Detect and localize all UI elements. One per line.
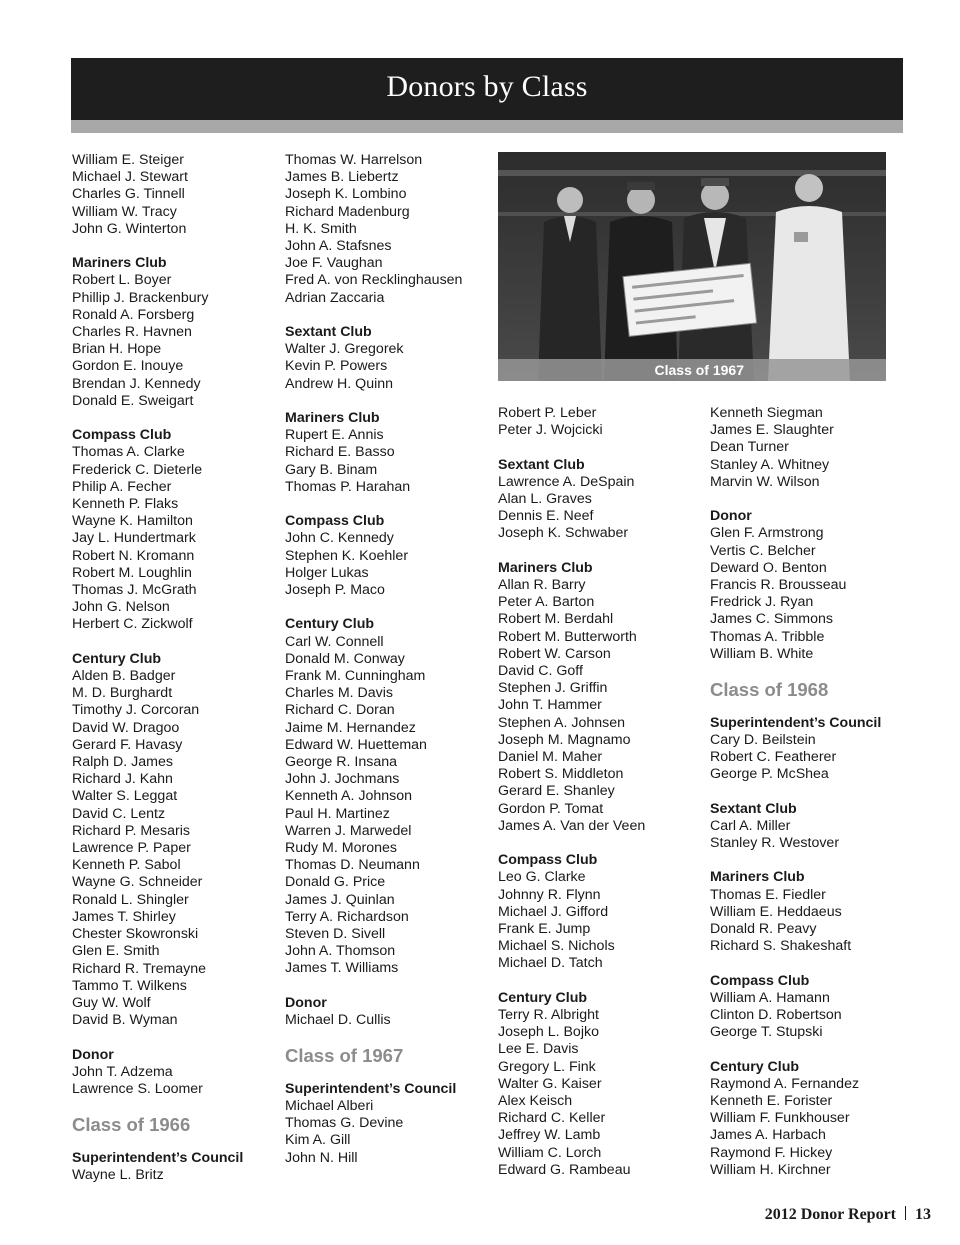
- donor-name: Edward G. Rambeau: [498, 1161, 631, 1178]
- donor-name: Vertis C. Belcher: [710, 542, 816, 559]
- donor-name: William W. Tracy: [72, 203, 177, 220]
- donor-name: Joseph K. Lombino: [285, 186, 407, 203]
- donor-name: Thomas J. McGrath: [72, 582, 197, 599]
- club-heading: Sextant Club: [285, 324, 372, 341]
- donor-name: Guy W. Wolf: [72, 994, 151, 1011]
- donor-name: Richard E. Basso: [285, 444, 395, 461]
- donor-name: William H. Kirchner: [710, 1161, 831, 1178]
- donor-name: David C. Goff: [498, 663, 583, 680]
- club-heading: Mariners Club: [498, 559, 593, 576]
- donor-name: Jay L. Hundertmark: [72, 530, 196, 547]
- donor-name: Raymond F. Hickey: [710, 1144, 833, 1161]
- donor-name: James A. Harbach: [710, 1127, 826, 1144]
- donor-name: Richard C. Keller: [498, 1110, 606, 1127]
- donor-group: [710, 801, 915, 853]
- donor-name: Michael D. Tatch: [498, 955, 603, 972]
- donor-name: Joe F. Vaughan: [285, 255, 383, 272]
- donor-name: Glen F. Armstrong: [710, 525, 824, 542]
- donor-name: Walter J. Gregorek: [285, 341, 404, 358]
- donor-name: Cary D. Beilstein: [710, 731, 816, 748]
- donor-name: James A. Van der Veen: [498, 817, 646, 834]
- donor-name: Ralph D. James: [72, 754, 173, 771]
- donor-name: Stanley A. Whitney: [710, 456, 830, 473]
- donor-name: Thomas W. Harrelson: [285, 152, 423, 168]
- donor-name: Johnny R. Flynn: [498, 886, 601, 903]
- donor-name: Gordon E. Inouye: [72, 358, 184, 375]
- donor-name: John T. Hammer: [498, 697, 602, 714]
- donor-name: Carl A. Miller: [710, 817, 791, 834]
- donor-name: Carl W. Connell: [285, 633, 384, 650]
- donor-name: Rudy M. Morones: [285, 840, 397, 857]
- donor-name: Joseph L. Bojko: [498, 1024, 599, 1041]
- club-heading: Mariners Club: [710, 869, 805, 886]
- donor-name: William C. Lorch: [498, 1144, 602, 1161]
- page-footer: [765, 1206, 931, 1224]
- donor-name: Frederick C. Dieterle: [72, 461, 203, 478]
- page-number: 13: [915, 1206, 931, 1223]
- donor-group: [498, 560, 703, 835]
- donor-name: Richard R. Tremayne: [72, 960, 207, 977]
- donor-name: Michael J. Stewart: [72, 169, 188, 186]
- footer-divider: [905, 1206, 906, 1220]
- donor-group: [285, 513, 490, 599]
- donor-group: [72, 152, 277, 238]
- donor-name: Kevin P. Powers: [285, 358, 388, 375]
- donor-name: Edward W. Huetteman: [285, 736, 427, 753]
- donor-name: Terry R. Albright: [498, 1007, 599, 1024]
- donor-name: Brian H. Hope: [72, 341, 162, 358]
- donor-name: Charles M. Davis: [285, 685, 394, 702]
- class-photo: [498, 152, 886, 381]
- donor-name: Joseph P. Maco: [285, 582, 385, 599]
- donor-name: Alden B. Badger: [72, 668, 176, 685]
- donor-name: Ronald L. Shingler: [72, 891, 189, 908]
- donor-name: Robert N. Kromann: [72, 547, 195, 564]
- donor-name: Wayne L. Britz: [72, 1166, 164, 1183]
- donor-name: George T. Stupski: [710, 1024, 823, 1041]
- donor-name: Walter G. Kaiser: [498, 1075, 602, 1092]
- club-heading: Donor: [710, 508, 752, 525]
- donor-group: [285, 1046, 490, 1166]
- donor-name: Kenneth Siegman: [710, 405, 823, 421]
- donor-name: John C. Kennedy: [285, 530, 394, 547]
- donor-name: James E. Slaughter: [710, 422, 834, 439]
- donor-name: Fredrick J. Ryan: [710, 594, 814, 611]
- donor-name: James J. Quinlan: [285, 891, 395, 908]
- club-heading: Superintendent’s Council: [710, 714, 882, 731]
- donor-name: Michael D. Cullis: [285, 1012, 391, 1029]
- donor-name: Robert W. Carson: [498, 645, 611, 662]
- donor-name: Thomas A. Tribble: [710, 628, 825, 645]
- donor-name: Kenneth E. Forister: [710, 1093, 833, 1110]
- donor-group: [285, 324, 490, 393]
- donor-name: Warren J. Marwedel: [285, 822, 412, 839]
- donor-name: Dean Turner: [710, 439, 789, 456]
- donor-group: [72, 1047, 277, 1099]
- club-heading: Donor: [72, 1046, 114, 1063]
- club-heading: Compass Club: [710, 972, 810, 989]
- donor-name: Kenneth A. Johnson: [285, 788, 413, 805]
- donor-name: Michael J. Gifford: [498, 903, 609, 920]
- page-header: [71, 58, 903, 120]
- donor-name: James C. Simmons: [710, 611, 833, 628]
- donor-name: Marvin W. Wilson: [710, 473, 820, 490]
- donor-name: Tammo T. Wilkens: [72, 977, 187, 994]
- donor-column-2: [285, 152, 490, 1167]
- donor-name: Allan R. Barry: [498, 577, 586, 593]
- donor-name: Lee E. Davis: [498, 1041, 579, 1058]
- club-heading: Superintendent’s Council: [285, 1080, 457, 1097]
- club-heading: Compass Club: [285, 513, 385, 530]
- donor-name: Jeffrey W. Lamb: [498, 1127, 601, 1144]
- donor-column-4: [710, 405, 915, 1179]
- donor-name: Robert P. Leber: [498, 405, 597, 421]
- donor-name: Steven D. Sivell: [285, 926, 386, 943]
- photo-caption-bar: [498, 359, 886, 381]
- donor-name: Holger Lukas: [285, 564, 369, 581]
- donor-name: Terry A. Richardson: [285, 908, 409, 925]
- donor-group: [285, 616, 490, 977]
- donor-name: Joseph K. Schwaber: [498, 525, 629, 542]
- donor-name: Donald M. Conway: [285, 650, 405, 667]
- class-photo-image: [498, 152, 886, 381]
- club-heading: Mariners Club: [72, 255, 167, 272]
- donor-group: [498, 405, 703, 439]
- page-title: Donors by Class: [386, 70, 588, 103]
- donor-name: Paul H. Martinez: [285, 805, 390, 822]
- donor-name: Stanley R. Westover: [710, 835, 840, 852]
- club-heading: Century Club: [498, 989, 588, 1006]
- donor-group: [710, 973, 915, 1042]
- donor-name: Gary B. Binam: [285, 461, 378, 478]
- donor-name: Lawrence S. Loomer: [72, 1080, 203, 1097]
- donor-name: Joseph M. Magnamo: [498, 731, 631, 748]
- donor-name: Robert C. Featherer: [710, 749, 837, 766]
- donor-name: David W. Dragoo: [72, 719, 180, 736]
- donor-name: William F. Funkhouser: [710, 1110, 850, 1127]
- donor-group: [710, 869, 915, 955]
- donor-group: [710, 1059, 915, 1179]
- donor-name: M. D. Burghardt: [72, 685, 173, 702]
- donor-name: Dennis E. Neef: [498, 508, 594, 525]
- donor-name: Clinton D. Robertson: [710, 1007, 842, 1024]
- donor-name: George R. Insana: [285, 754, 397, 771]
- donor-group: [285, 152, 490, 307]
- club-heading: Century Club: [285, 616, 375, 633]
- donor-name: Richard P. Mesaris: [72, 822, 191, 839]
- donor-name: Donald G. Price: [285, 874, 386, 891]
- donor-name: Alex Keisch: [498, 1093, 573, 1110]
- donor-name: Richard Madenburg: [285, 203, 410, 220]
- donor-group: [72, 1115, 277, 1184]
- donor-group: [498, 852, 703, 972]
- donor-name: Raymond A. Fernandez: [710, 1075, 860, 1092]
- donor-name: Frank M. Cunningham: [285, 668, 426, 685]
- donor-name: Walter S. Leggat: [72, 788, 178, 805]
- donor-name: Fred A. von Recklinghausen: [285, 272, 463, 289]
- club-heading: Sextant Club: [710, 800, 797, 817]
- donor-name: Richard J. Kahn: [72, 771, 173, 788]
- donor-name: Kenneth P. Sabol: [72, 857, 181, 874]
- donor-name: Peter J. Wojcicki: [498, 422, 603, 439]
- donor-name: John T. Adzema: [72, 1063, 173, 1080]
- donor-group: [72, 427, 277, 633]
- donor-name: James B. Liebertz: [285, 169, 399, 186]
- donor-name: Daniel M. Maher: [498, 749, 603, 766]
- donor-name: Charles R. Havnen: [72, 324, 192, 341]
- photo-caption: Class of 1967: [654, 362, 744, 378]
- donor-group: [710, 508, 915, 663]
- class-year-heading: Class of 1966: [72, 1114, 191, 1136]
- donor-group: [72, 255, 277, 410]
- donor-name: Frank E. Jump: [498, 921, 591, 938]
- donor-name: Lawrence A. DeSpain: [498, 473, 635, 490]
- donor-group: [710, 405, 915, 491]
- donor-name: James T. Shirley: [72, 908, 176, 925]
- donor-name: John G. Nelson: [72, 599, 170, 616]
- donor-name: William A. Hamann: [710, 989, 830, 1006]
- donor-name: John A. Thomson: [285, 943, 396, 960]
- donor-name: H. K. Smith: [285, 220, 357, 237]
- donor-name: Michael S. Nichols: [498, 938, 615, 955]
- donor-name: Robert L. Boyer: [72, 272, 172, 289]
- donor-group: [285, 995, 490, 1029]
- donor-name: Lawrence P. Paper: [72, 840, 191, 857]
- donor-name: John N. Hill: [285, 1149, 358, 1166]
- donor-name: Gordon P. Tomat: [498, 800, 604, 817]
- donor-name: Brendan J. Kennedy: [72, 375, 201, 392]
- donor-name: Thomas D. Neumann: [285, 857, 420, 874]
- donor-group: [710, 680, 915, 783]
- donor-name: Robert M. Berdahl: [498, 611, 614, 628]
- donor-name: Wayne G. Schneider: [72, 874, 203, 891]
- donor-name: Deward O. Benton: [710, 559, 827, 576]
- donor-name: Timothy J. Corcoran: [72, 702, 200, 719]
- donor-name: Phillip J. Brackenbury: [72, 289, 209, 306]
- donor-name: Gregory L. Fink: [498, 1058, 596, 1075]
- club-heading: Superintendent’s Council: [72, 1149, 244, 1166]
- donor-name: Donald E. Sweigart: [72, 392, 194, 409]
- donor-name: Alan L. Graves: [498, 491, 592, 507]
- donor-name: Michael Alberi: [285, 1098, 374, 1115]
- donor-group: [285, 410, 490, 496]
- donor-name: Andrew H. Quinn: [285, 375, 394, 392]
- donor-name: Wayne K. Hamilton: [72, 513, 193, 530]
- donor-name: Thomas G. Devine: [285, 1115, 404, 1132]
- donor-name: Adrian Zaccaria: [285, 289, 385, 306]
- donor-name: Francis R. Brousseau: [710, 577, 847, 594]
- donor-name: William E. Steiger: [72, 152, 184, 168]
- donor-name: George P. McShea: [710, 766, 829, 783]
- donor-name: John J. Jochmans: [285, 771, 400, 788]
- donor-name: Stephen K. Koehler: [285, 547, 409, 564]
- club-heading: Century Club: [710, 1058, 800, 1075]
- donor-name: Ronald A. Forsberg: [72, 306, 195, 323]
- donor-name: David B. Wyman: [72, 1012, 178, 1029]
- donor-name: William B. White: [710, 645, 814, 662]
- donor-name: Robert S. Middleton: [498, 766, 624, 783]
- club-heading: Compass Club: [72, 427, 172, 444]
- donor-name: Glen E. Smith: [72, 943, 160, 960]
- donor-name: Kenneth P. Flaks: [72, 496, 179, 513]
- donor-column-1: [72, 152, 277, 1184]
- donor-name: Donald R. Peavy: [710, 921, 817, 938]
- donor-name: David C. Lentz: [72, 805, 166, 822]
- donor-group: [498, 457, 703, 543]
- club-heading: Compass Club: [498, 852, 598, 869]
- class-year-heading: Class of 1968: [710, 679, 829, 701]
- donor-name: Gerard E. Shanley: [498, 783, 615, 800]
- donor-name: Thomas P. Harahan: [285, 478, 411, 495]
- donor-name: Thomas E. Fiedler: [710, 886, 826, 903]
- donor-name: Stephen J. Griffin: [498, 680, 608, 697]
- donor-name: John G. Winterton: [72, 220, 187, 237]
- donor-name: Charles G. Tinnell: [72, 186, 185, 203]
- donor-name: Jaime M. Hernandez: [285, 719, 416, 736]
- donor-name: James T. Williams: [285, 960, 399, 977]
- footer-report-title: 2012 Donor Report: [764, 1206, 896, 1223]
- donor-group: [72, 651, 277, 1029]
- donor-name: Rupert E. Annis: [285, 427, 384, 444]
- donor-name: William E. Heddaeus: [710, 903, 842, 920]
- donor-name: Richard S. Shakeshaft: [710, 938, 852, 955]
- donor-name: John A. Stafsnes: [285, 238, 392, 255]
- donor-name: Robert M. Butterworth: [498, 628, 637, 645]
- club-heading: Donor: [285, 994, 327, 1011]
- donor-name: Herbert C. Zickwolf: [72, 616, 193, 633]
- header-stripe: [71, 120, 903, 133]
- donor-name: Chester Skowronski: [72, 926, 199, 943]
- donor-name: Robert M. Loughlin: [72, 564, 192, 581]
- donor-name: Gerard F. Havasy: [72, 736, 183, 753]
- club-heading: Century Club: [72, 650, 162, 667]
- donor-name: Stephen A. Johnsen: [498, 714, 626, 731]
- club-heading: Sextant Club: [498, 456, 585, 473]
- donor-name: Thomas A. Clarke: [72, 444, 185, 461]
- donor-name: Philip A. Fecher: [72, 478, 172, 495]
- donor-column-3: [498, 405, 703, 1179]
- class-year-heading: Class of 1967: [285, 1045, 404, 1067]
- donor-name: Richard C. Doran: [285, 702, 395, 719]
- donor-group: [498, 990, 703, 1179]
- donor-name: Peter A. Barton: [498, 594, 595, 611]
- donor-name: Kim A. Gill: [285, 1132, 351, 1149]
- donor-name: Leo G. Clarke: [498, 869, 586, 886]
- club-heading: Mariners Club: [285, 410, 380, 427]
